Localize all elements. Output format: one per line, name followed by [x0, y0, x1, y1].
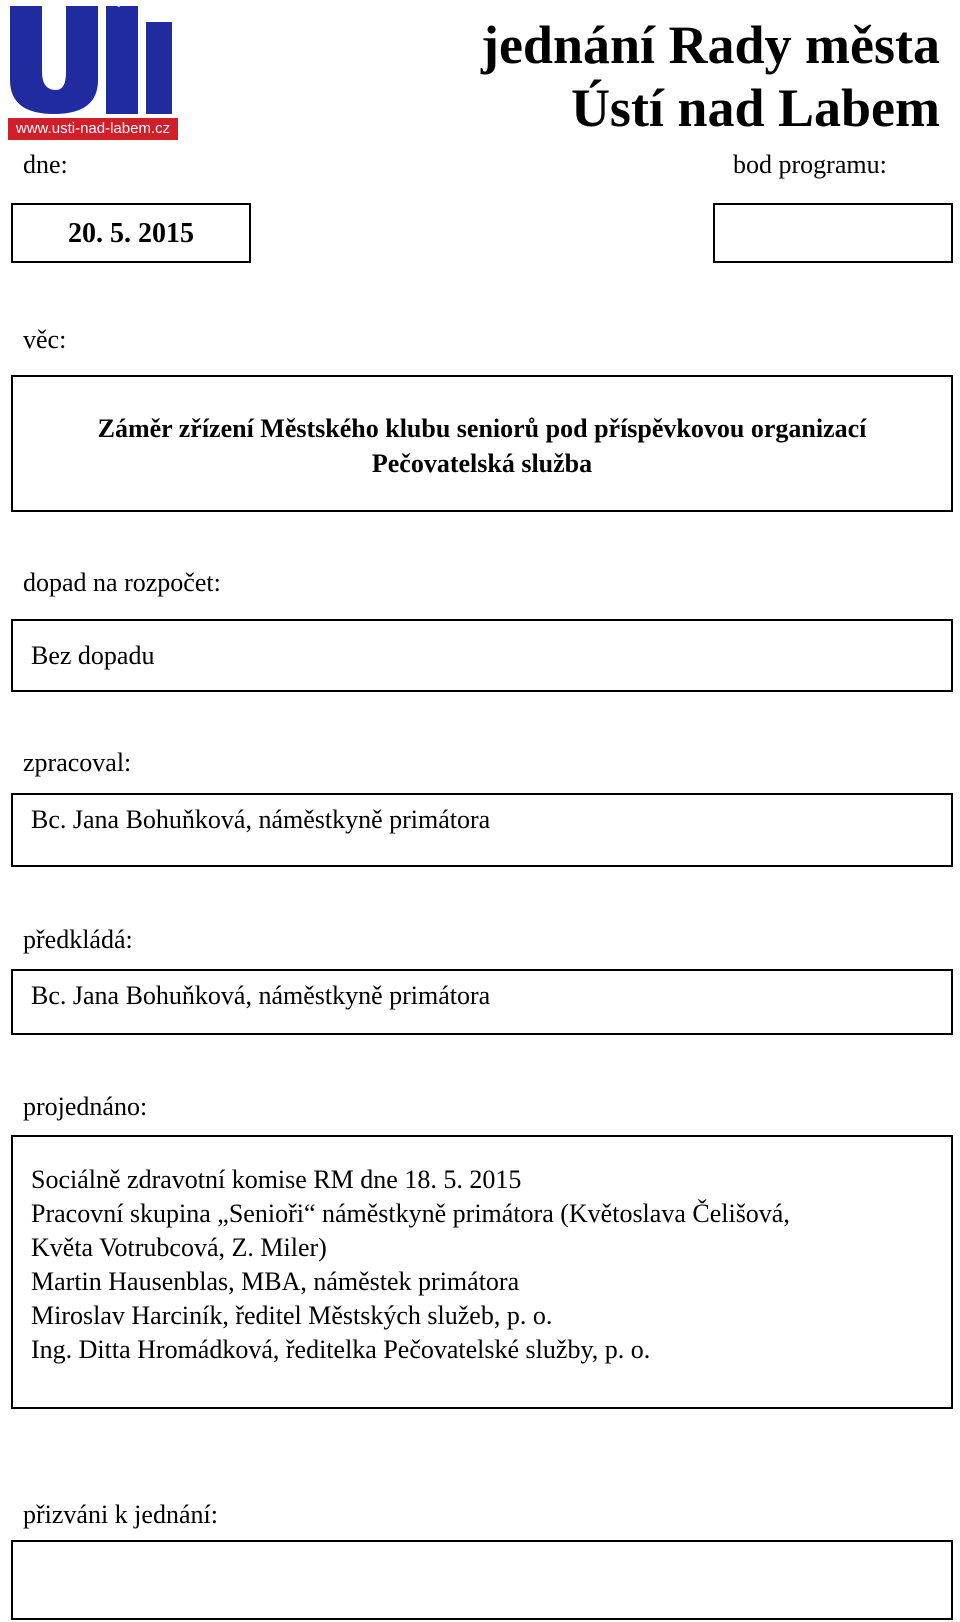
discussed-list [31, 1163, 790, 1367]
list-item: Miroslav Harciník, ředitel Městských služeb, p. o. [31, 1301, 553, 1330]
date-field [11, 203, 251, 263]
list-item: Pracovní skupina „Senioři“ náměstkyně primátora (Květoslava Čelišová, [31, 1199, 790, 1228]
subject-field [11, 375, 953, 512]
processed-by-value: Bc. Jana Bohuňková, náměstkyně primátora [31, 805, 491, 834]
date-label: dne: [23, 150, 68, 179]
city-logo [8, 2, 178, 140]
list-item: Květa Votrubcová, Z. Miler) [31, 1233, 327, 1262]
budget-impact-field [11, 619, 953, 692]
subject-line-1: Záměr zřízení Městského klubu seniorů pod příspěvkovou organizací [97, 414, 867, 443]
invited-field [11, 1540, 953, 1620]
agenda-item-field [713, 203, 953, 263]
city-logo-mark [8, 2, 178, 120]
processed-by-label: zpracoval: [23, 748, 132, 777]
budget-impact-value: Bez dopadu [31, 641, 155, 670]
discussed-field [11, 1135, 953, 1409]
processed-by-field [11, 793, 953, 867]
date-value: 20. 5. 2015 [68, 218, 194, 249]
page-title [481, 14, 940, 140]
subject-label: věc: [23, 325, 67, 354]
subject-value [13, 411, 951, 481]
discussed-label: projednáno: [23, 1092, 148, 1121]
page-title-line2: Ústí nad Labem [570, 78, 940, 138]
subject-line-2: Pečovatelská služba [371, 449, 593, 478]
list-item: Sociálně zdravotní komise RM dne 18. 5. 2015 [31, 1165, 522, 1194]
presented-by-value: Bc. Jana Bohuňková, náměstkyně primátora [31, 981, 491, 1010]
presented-by-label: předkládá: [23, 925, 133, 954]
budget-impact-label: dopad na rozpočet: [23, 568, 221, 597]
agenda-item-label: bod programu: [733, 150, 887, 179]
invited-label: přizváni k jednání: [23, 1500, 218, 1529]
presented-by-field [11, 969, 953, 1035]
list-item: Ing. Ditta Hromádková, ředitelka Pečovatelské služby, p. o. [31, 1335, 651, 1364]
list-item: Martin Hausenblas, MBA, náměstek primátora [31, 1267, 520, 1296]
page-title-line1: jednání Rady města [480, 15, 940, 75]
logo-url-text: www.usti-nad-labem.cz [15, 120, 171, 137]
